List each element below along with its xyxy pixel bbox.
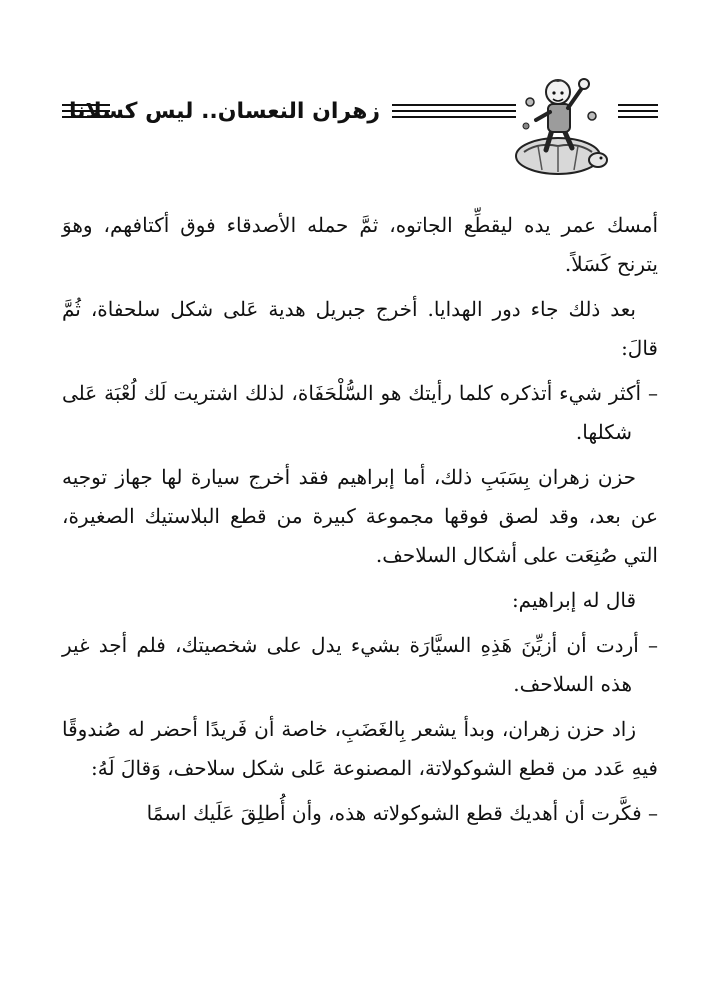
paragraph: زاد حزن زهران، وبدأ يشعر بِالغَضَبِ، خاصة أن فَريدًا أحضر له صُندوقًا فيهِ عَدد من قطع الشوكولاتة، المصنوعة عَلى شكل سلاحف، وَقالَ لَهُ: (62, 717, 658, 780)
page-title: زهران النعسان.. ليس كسلانا (69, 99, 380, 124)
paragraph: قال له إبراهيم: (511, 588, 636, 612)
decorative-rule-left (62, 104, 110, 118)
paragraph: حزن زهران بِسَبَبِ ذلك، أما إبراهيم فقد أخرج سيارة لها جهاز توجيه عن بعد، وقد لصق فوقها مجموعة كبيرة من قطع البلاستيك الصغيرة، التي صُنِعَت على أشكال السلاحف. (62, 465, 658, 567)
decorative-rule-middle (392, 104, 516, 118)
dialogue-line: – فكَّرت أن أهديك قطع الشوكولاته هذه، وأن أُطلِقَ عَلَيك اسمًا (146, 801, 658, 825)
cartoon-boy-riding-tortoise-icon (508, 60, 608, 178)
story-body (62, 206, 658, 839)
page-header (0, 60, 720, 180)
paragraph: بعد ذلك جاء دور الهدايا. أخرج جبريل هدية عَلى شكل سلحفاة، ثُمَّ قالَ: (62, 297, 658, 360)
dialogue-line: – أردت أن أزيِّنَ هَذِهِ السيَّارَة بشيء يدل على شخصيتك، فلم أجد غير هذه السلاحف. (62, 633, 658, 696)
paragraph: أمسك عمر يده ليقطِّع الجاتوه، ثمَّ حمله الأصدقاء فوق أكتافهم، وهوَ يترنح كَسَلاً. (62, 213, 658, 276)
dialogue-line: – أكثر شيء أتذكره كلما رأيتك هو السُّلْحَفَاة، لذلك اشتريت لَك لُعْبَة عَلى شكلها. (62, 381, 658, 444)
decorative-rule-right (618, 104, 658, 118)
